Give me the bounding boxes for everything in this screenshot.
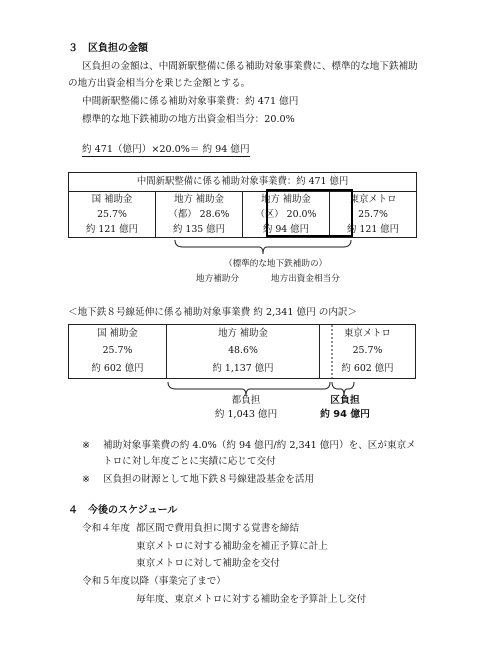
formula-line: 約 471（億円）×20.0%＝ 約 94 億円 [82, 144, 250, 155]
ku-burden-label: 区負担 [330, 395, 360, 406]
t2-col2-pct: 48.6% [167, 342, 320, 360]
table1-header: 中間新駅整備に係る補助対象事業費：約 471 億円 [69, 173, 417, 192]
brace-right-label: 地方出資金相当分 [271, 274, 340, 284]
r5-item: 毎年度、東京メトロに対する補助金を予算計上し交付 [136, 594, 367, 605]
table1-brace [173, 238, 353, 260]
t1-col3-name: 地方 補助金 [243, 192, 330, 208]
brace-label: （標準的な地下鉄補助の） [224, 259, 328, 269]
note1-mark: ※ [82, 440, 91, 451]
t1-col1-amt: 約 121 億円 [69, 222, 156, 238]
t1-col2-pct: （都） 28.6% [156, 207, 243, 222]
t2-col1-pct: 25.7% [69, 342, 167, 360]
t1-col2-amt: 約 135 億円 [156, 222, 243, 238]
r4-item-1: 都区間で費用負担に関する覚書を締結 [136, 523, 300, 534]
note2-line1: 区負担の財源として地下鉄８号線建設基金を活用 [103, 474, 315, 485]
t2-col3-pct: 25.7% [320, 342, 416, 360]
breakdown-table-line8 [68, 324, 416, 379]
t2-col1-name: 国 補助金 [69, 325, 167, 343]
s3-paragraph-line2: の地方出資金相当分を乗じた金額とする。 [68, 78, 251, 89]
t2-col1-amt: 約 602 億円 [69, 360, 167, 379]
note1-line2: トロに対し年度ごとに実績に応じて交付 [103, 456, 276, 467]
section-4-heading: ４ 今後のスケジュール [68, 505, 178, 516]
t1-col3-pct: （区） 20.0% [243, 207, 330, 222]
t2-col2-amt: 約 1,137 億円 [167, 360, 320, 379]
ku-divider-dotted [331, 325, 335, 381]
section-3-heading: ３ 区負担の金額 [68, 43, 148, 54]
t1-col3-amt: 約 94 億円 [243, 222, 330, 238]
ratio-line: 標準的な地下鉄補助の地方出資金相当分：20.0% [82, 114, 295, 125]
t1-col4-pct: 25.7% [330, 207, 417, 222]
t1-col2-name: 地方 補助金 [156, 192, 243, 208]
t1-col4-name: 東京メトロ [330, 192, 417, 208]
breakdown-table-new-station [68, 172, 417, 238]
t1-col4-amt: 約 121 億円 [330, 222, 417, 238]
note1-line1: 補助対象事業費の約 4.0%（約 94 億円/約 2,341 億円）を、区が東京メ [103, 440, 416, 451]
r4-item-2: 東京メトロに対する補助金を補正予算に計上 [136, 541, 328, 552]
t1-col1-pct: 25.7% [69, 207, 156, 222]
note2-mark: ※ [82, 474, 91, 485]
ku-highlight-box [266, 189, 353, 237]
r4-item-3: 東京メトロに対して補助金を交付 [136, 558, 280, 569]
r5-label: 令和５年度以降（事業完了まで） [82, 576, 226, 587]
t2-col2-name: 地方 補助金 [167, 325, 320, 343]
ku-burden-amount: 約 94 億円 [320, 409, 370, 420]
t1-col1-name: 国 補助金 [69, 192, 156, 208]
t2-col3-amt: 約 602 億円 [320, 360, 416, 379]
cost-line: 中間新駅整備に係る補助対象事業費：約 471 億円 [82, 96, 299, 107]
brace-left-label: 地方補助分 [196, 274, 239, 284]
table2-caption: ＜地下鉄８号線延伸に係る補助対象事業費 約 2,341 億円 の内訳＞ [68, 307, 358, 318]
r4-label: 令和４年度 [82, 523, 130, 534]
to-burden-amount: 約 1,043 億円 [214, 409, 278, 420]
to-burden-label: 都負担 [231, 395, 261, 406]
s3-paragraph-line1: 区負担の金額は、中間新駅整備に係る補助対象事業費に、標準的な地下鉄補助 [82, 61, 418, 72]
t2-col3-name: 東京メトロ [320, 325, 416, 343]
